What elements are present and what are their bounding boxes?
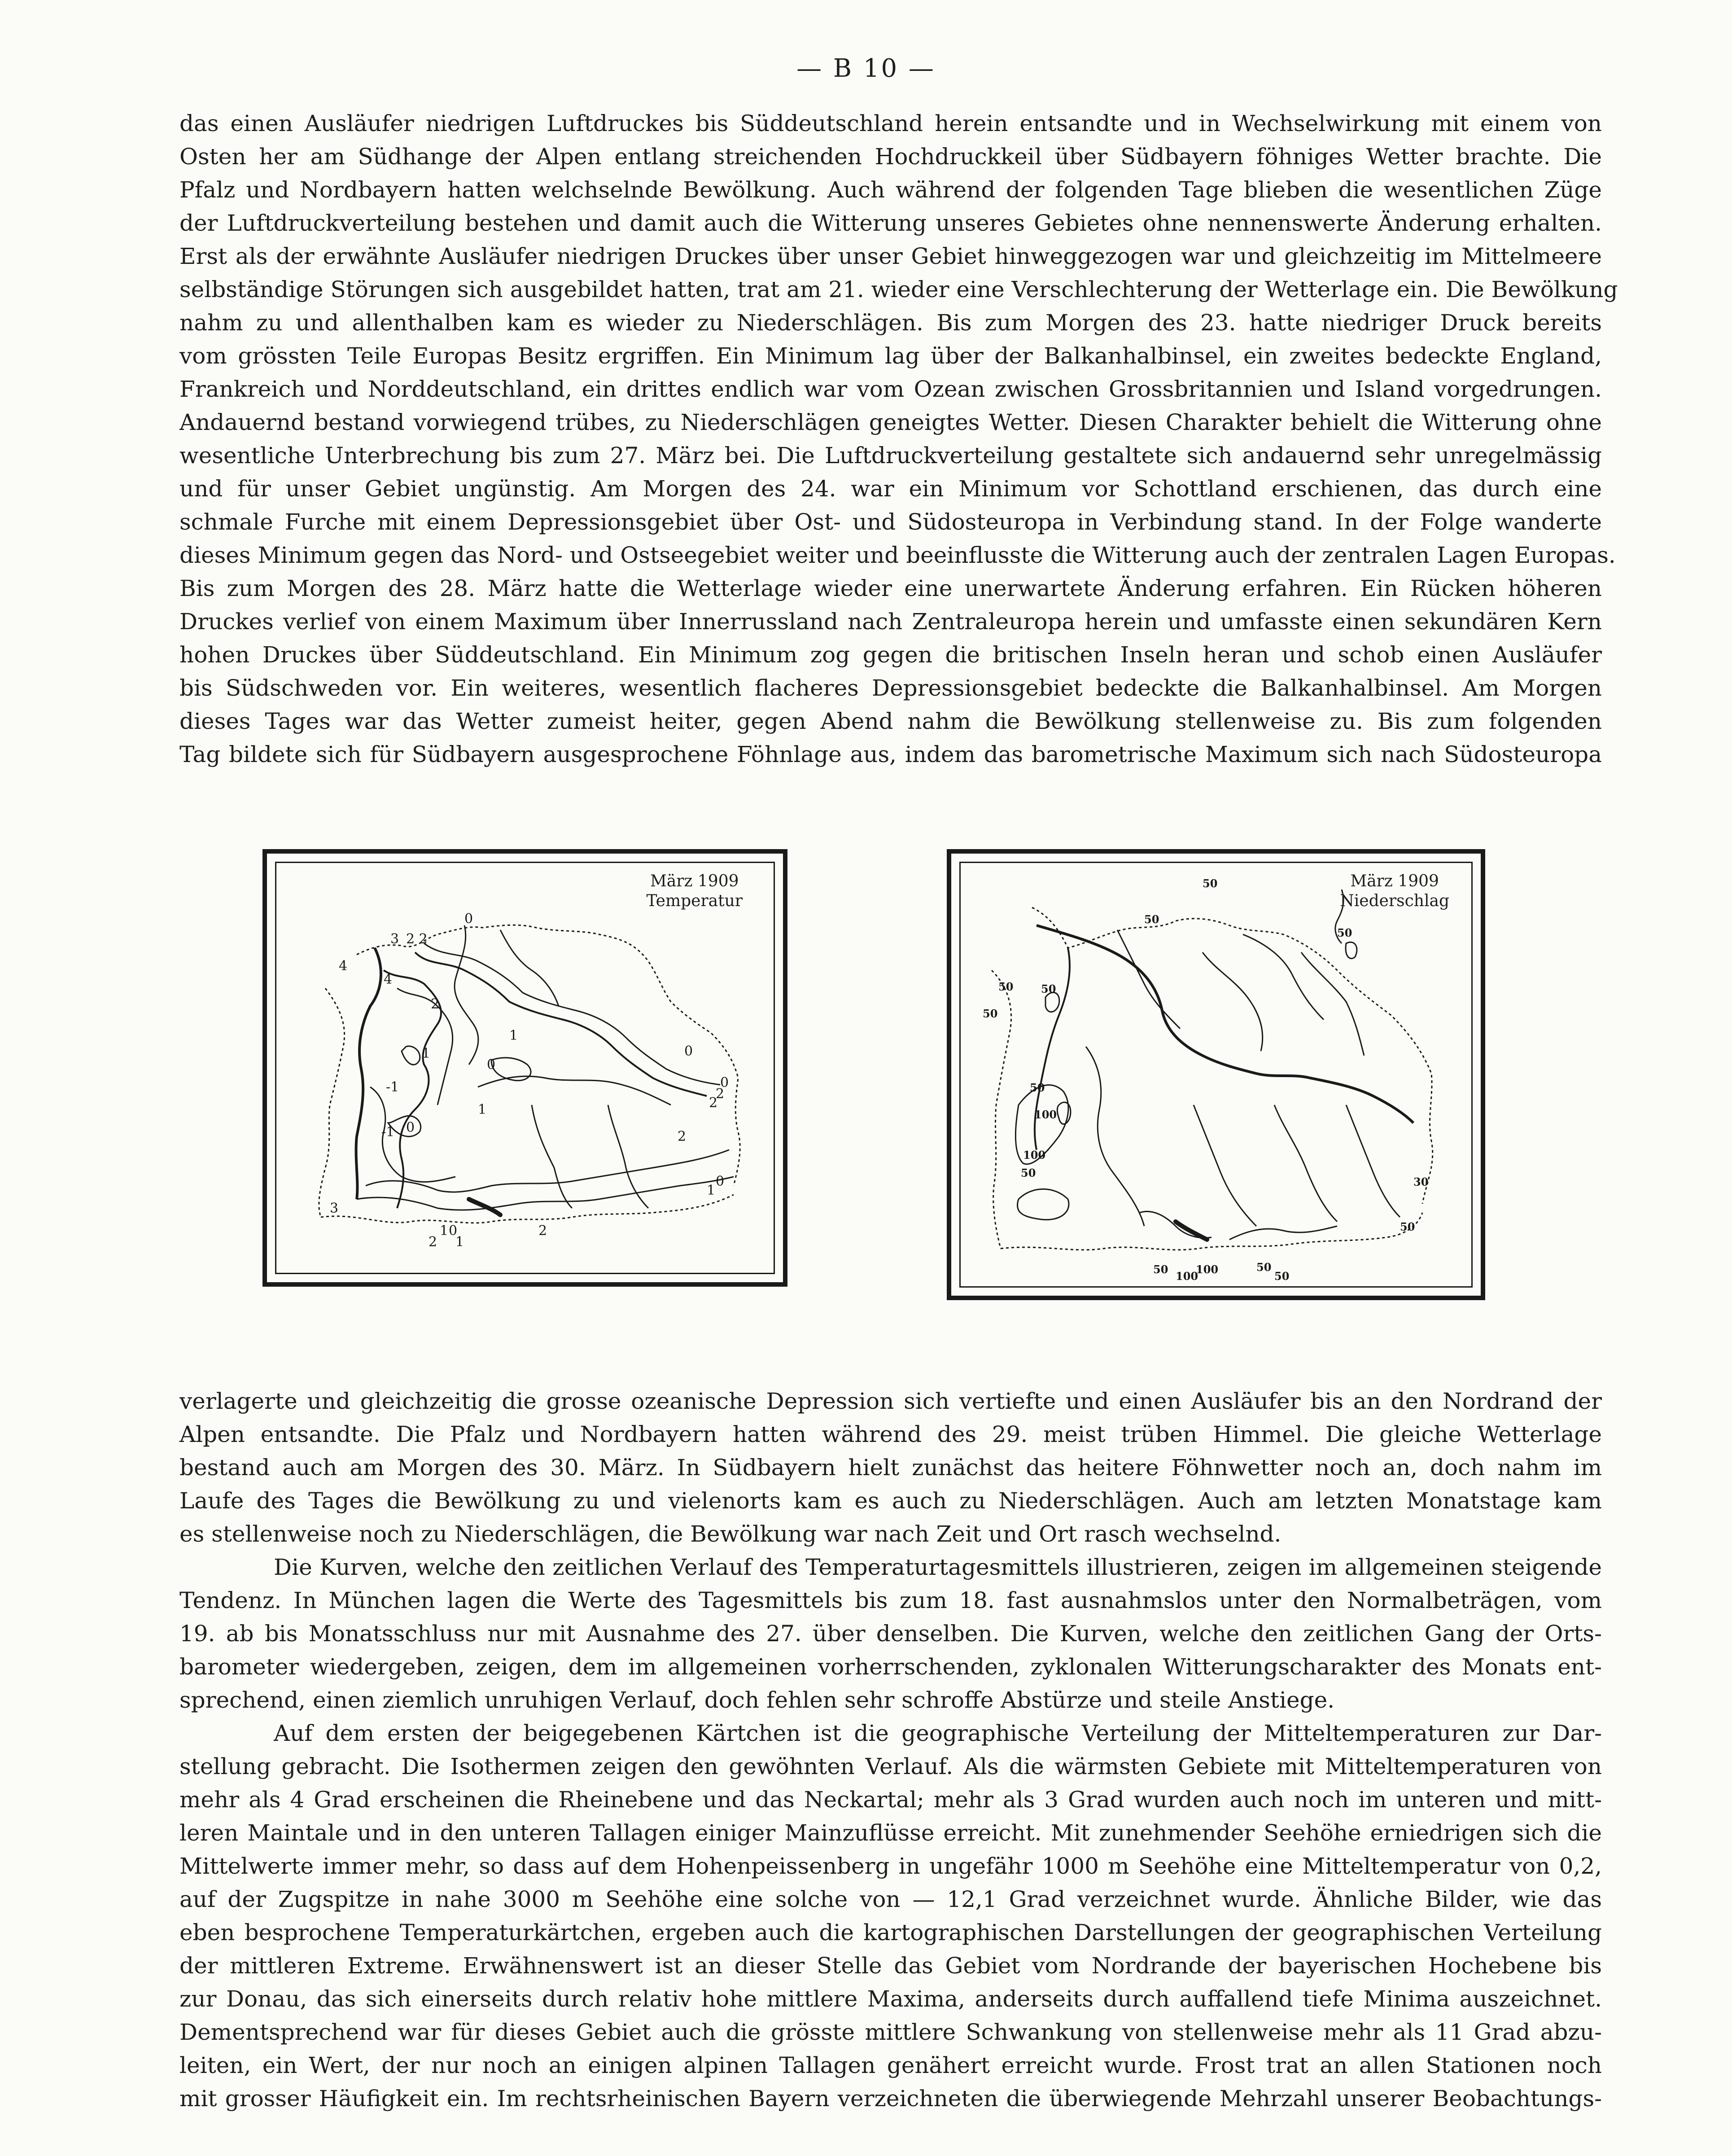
svg-text:50: 50	[1021, 1166, 1036, 1179]
svg-text:2: 2	[429, 1234, 437, 1250]
svg-text:50: 50	[1337, 926, 1352, 939]
svg-text:0: 0	[684, 1043, 693, 1059]
temperature-map	[262, 849, 787, 1287]
temperature-map-title-month: März 1909	[650, 872, 739, 890]
svg-text:3: 3	[330, 1201, 339, 1216]
temperature-map-title-variable: Temperatur	[646, 892, 743, 910]
text-line: und für unser Gebiet ungünstig. Am Morgen des 24. war ein Minimum vor Schottland erschienen, das durch eine	[179, 476, 1602, 502]
svg-text:50: 50	[1256, 1261, 1272, 1274]
text-line: dieses Minimum gegen das Nord- und Ostseegebiet weiter und beeinflusste die Witterung auch der zentralen Lagen Europas.	[179, 542, 1616, 568]
text-line: das einen Ausläufer niedrigen Luftdruckes bis Süddeutschland herein entsandte und in Wechselwirkung mit einem von	[179, 110, 1602, 136]
text-line: der Luftdruckverteilung bestehen und damit auch die Witterung unseres Gebietes ohne nennenswerte Änderung erhalten.	[179, 210, 1602, 236]
text-line: verlagerte und gleichzeitig die grosse ozeanische Depression sich vertiefte und einen Ausläufer bis an den Nordrand der	[179, 1388, 1602, 1414]
text-line: barometer wiedergeben, zeigen, dem im allgemeinen vorherrschenden, zyklonalen Witterungscharakter des Monats ent-	[179, 1654, 1602, 1680]
text-line: selbständige Störungen sich ausgebildet hatten, trat am 21. wieder eine Verschlechterung der Wetterlage ein. Die Bewölkung	[179, 276, 1618, 302]
svg-text:100: 100	[1034, 1108, 1057, 1121]
text-line: Die Kurven, welche den zeitlichen Verlauf des Temperaturtagesmittels illustrieren, zeigen im allgemeinen steigende	[274, 1554, 1602, 1580]
svg-text:50: 50	[1400, 1220, 1415, 1233]
text-line: Frankreich und Norddeutschland, ein drittes endlich war vom Ozean zwischen Grossbritannien und Island vorgedrungen.	[179, 376, 1602, 402]
precipitation-map-title	[1340, 872, 1449, 911]
text-line: Andauernd bestand vorwiegend trübes, zu Niederschlägen geneigtes Wetter. Diesen Charakter behielt die Witterung ohne	[179, 409, 1602, 435]
body-text-top	[179, 107, 1618, 771]
page-number: — B 10 —	[796, 54, 936, 83]
text-line: mit grosser Häufigkeit ein. Im rechtsrheinischen Bayern verzeichneten die überwiegende Mehrzahl unserer Beobachtungs-	[179, 2086, 1602, 2112]
svg-text:0: 0	[487, 1057, 496, 1073]
body-text-bottom	[179, 1385, 1602, 2115]
text-line: bis Südschweden vor. Ein weiteres, wesentlich flacheres Depressionsgebiet bedeckte die Balkanhalbinsel. Am Morgen	[179, 675, 1602, 701]
text-line: dieses Tages war das Wetter zumeist heiter, gegen Abend nahm die Bewölkung stellenweise zu. Bis zum folgenden	[179, 708, 1602, 734]
text-line: leren Maintale und in den unteren Tallagen einiger Mainzuflüsse erreicht. Mit zunehmender Seehöhe erniedrigen sich die	[179, 1820, 1602, 1846]
svg-text:1: 1	[707, 1183, 716, 1198]
temperature-map-title	[646, 872, 743, 911]
text-line: Bis zum Morgen des 28. März hatte die Wetterlage wieder eine unerwartete Änderung erfahren. Ein Rücken höheren	[179, 575, 1602, 601]
svg-text:50: 50	[1153, 1263, 1168, 1276]
precipitation-map-title-variable: Niederschlag	[1340, 892, 1449, 910]
precipitation-map-drawing	[951, 854, 1481, 1296]
text-line: vom grössten Teile Europas Besitz ergriffen. Ein Minimum lag über der Balkanhalbinsel, ein zweites bedeckte England,	[179, 343, 1602, 369]
svg-text:0: 0	[449, 1223, 458, 1239]
svg-text:2: 2	[716, 1086, 725, 1102]
text-line: Alpen entsandte. Die Pfalz und Nordbayern hatten während des 29. meist trüben Himmel. Die gleiche Wetterlage	[179, 1421, 1602, 1447]
svg-text:1: 1	[440, 1223, 449, 1239]
text-line: Mittelwerte immer mehr, so dass auf dem Hohenpeissenberg in ungefähr 1000 m Seehöhe eine Mitteltemperatur von 0,2,	[179, 1853, 1602, 1879]
svg-text:100: 100	[1196, 1263, 1219, 1276]
svg-text:50: 50	[983, 1007, 998, 1020]
text-line: bestand auch am Morgen des 30. März. In Südbayern hielt zunächst das heitere Föhnwetter noch an, doch nahm im	[179, 1455, 1602, 1481]
svg-text:2: 2	[431, 996, 440, 1012]
text-line: Erst als der erwähnte Ausläufer niedrigen Druckes über unser Gebiet hinweggezogen war und gleichzeitig im Mittelmeere	[179, 243, 1602, 269]
svg-text:4: 4	[339, 958, 348, 974]
text-line: schmale Furche mit einem Depressionsgebiet über Ost- und Südosteuropa in Verbindung stand. In der Folge wanderte	[179, 509, 1602, 535]
text-line: zur Donau, das sich einerseits durch relativ hohe mittlere Maxima, anderseits durch auffallend tiefe Minima auszeichnet.	[179, 1986, 1602, 2012]
svg-text:1: 1	[478, 1102, 487, 1117]
text-line: Tag bildete sich für Südbayern ausgesprochene Föhnlage aus, indem das barometrische Maximum sich nach Südosteuropa	[179, 741, 1602, 767]
text-line: wesentliche Unterbrechung bis zum 27. März bei. Die Luftdruckverteilung gestaltete sich andauernd sehr unregelmässig	[179, 443, 1602, 469]
svg-text:100: 100	[1176, 1270, 1198, 1283]
text-line: hohen Druckes über Süddeutschland. Ein Minimum zog gegen die britischen Inseln heran und schob einen Ausläufer	[179, 642, 1602, 668]
svg-text:2: 2	[709, 1095, 718, 1111]
svg-text:50: 50	[1144, 913, 1159, 926]
precipitation-map-title-month: März 1909	[1350, 872, 1439, 890]
text-line: auf der Zugspitze in nahe 3000 m Seehöhe eine solche von — 12,1 Grad verzeichnet wurde. Ähnliche Bilder, wie das	[179, 1886, 1602, 1912]
svg-text:50: 50	[1030, 1081, 1045, 1094]
text-line: 19. ab bis Monatsschluss nur mit Ausnahme des 27. über denselben. Die Kurven, welche den zeitlichen Gang der Orts-	[179, 1621, 1602, 1647]
text-line: mehr als 4 Grad erscheinen die Rheinebene und das Neckartal; mehr als 3 Grad wurden auch noch im unteren und mitt-	[179, 1787, 1602, 1813]
svg-text:0: 0	[406, 1120, 415, 1135]
text-line: Osten her am Südhange der Alpen entlang streichenden Hochdruckkeil über Südbayern föhniges Wetter brachte. Die	[179, 144, 1602, 170]
svg-text:50: 50	[1203, 877, 1218, 890]
svg-text:2 2: 2 2	[406, 931, 428, 947]
text-line: leiten, ein Wert, der nur noch an einigen alpinen Tallagen genähert erreicht wurde. Frost trat an allen Stationen noch	[179, 2052, 1602, 2078]
svg-text:1: 1	[509, 1028, 518, 1043]
temperature-map-drawing	[267, 854, 783, 1282]
svg-text:0: 0	[716, 1174, 725, 1189]
svg-text:50: 50	[1041, 982, 1056, 995]
text-line: eben besprochene Temperaturkärtchen, ergeben auch die kartographischen Darstellungen der geographischen Verteilung	[179, 1919, 1602, 1946]
text-line: Pfalz und Nordbayern hatten welchselnde Bewölkung. Auch während der folgenden Tage blieben die wesentlichen Züge	[179, 177, 1602, 203]
text-line: Druckes verlief von einem Maximum über Innerrussland nach Zentraleuropa herein und umfasste einen sekundären Kern	[179, 609, 1602, 635]
svg-text:2: 2	[678, 1129, 687, 1144]
text-line: nahm zu und allenthalben kam es wieder zu Niederschlägen. Bis zum Morgen des 23. hatte niedriger Druck bereits	[179, 310, 1602, 336]
svg-text:4: 4	[384, 972, 393, 987]
text-line: stellung gebracht. Die Isothermen zeigen den gewöhnten Verlauf. Als die wärmsten Gebiete mit Mitteltemperaturen von	[179, 1753, 1602, 1779]
svg-text:1: 1	[455, 1234, 464, 1250]
text-line: es stellenweise noch zu Niederschlägen, die Bewölkung war nach Zeit und Ort rasch wechselnd.	[179, 1521, 1282, 1547]
text-line: Laufe des Tages die Bewölkung zu und vielenorts kam es auch zu Niederschlägen. Auch am letzten Monatstage kam	[179, 1488, 1602, 1514]
svg-text:100: 100	[1023, 1148, 1046, 1161]
text-line: Tendenz. In München lagen die Werte des Tagesmittels bis zum 18. fast ausnahmslos unter den Normalbeträgen, vom	[179, 1587, 1602, 1613]
text-line: der mittleren Extreme. Erwähnenswert ist an dieser Stelle das Gebiet vom Nordrande der bayerischen Hochebene bis	[179, 1953, 1602, 1979]
svg-text:30: 30	[1413, 1175, 1429, 1188]
svg-text:2: 2	[538, 1223, 547, 1239]
svg-text:50: 50	[998, 980, 1014, 993]
svg-text:1: 1	[422, 1046, 431, 1061]
precipitation-map	[947, 849, 1485, 1300]
text-line: sprechend, einen ziemlich unruhigen Verlauf, doch fehlen sehr schroffe Abstürze und steile Anstiege.	[179, 1687, 1335, 1713]
svg-text:3: 3	[390, 931, 399, 947]
svg-text:-1: -1	[386, 1079, 399, 1095]
text-line: Dementsprechend war für dieses Gebiet auch die grösste mittlere Schwankung von stellenweise mehr als 11 Grad abzu-	[179, 2019, 1602, 2045]
text-line: Auf dem ersten der beigegebenen Kärtchen ist die geographische Verteilung der Mitteltemperaturen zur Dar-	[274, 1720, 1602, 1746]
svg-text:50: 50	[1274, 1270, 1290, 1283]
svg-text:-1: -1	[381, 1124, 395, 1140]
svg-text:0: 0	[720, 1075, 729, 1091]
svg-text:0: 0	[464, 911, 473, 927]
